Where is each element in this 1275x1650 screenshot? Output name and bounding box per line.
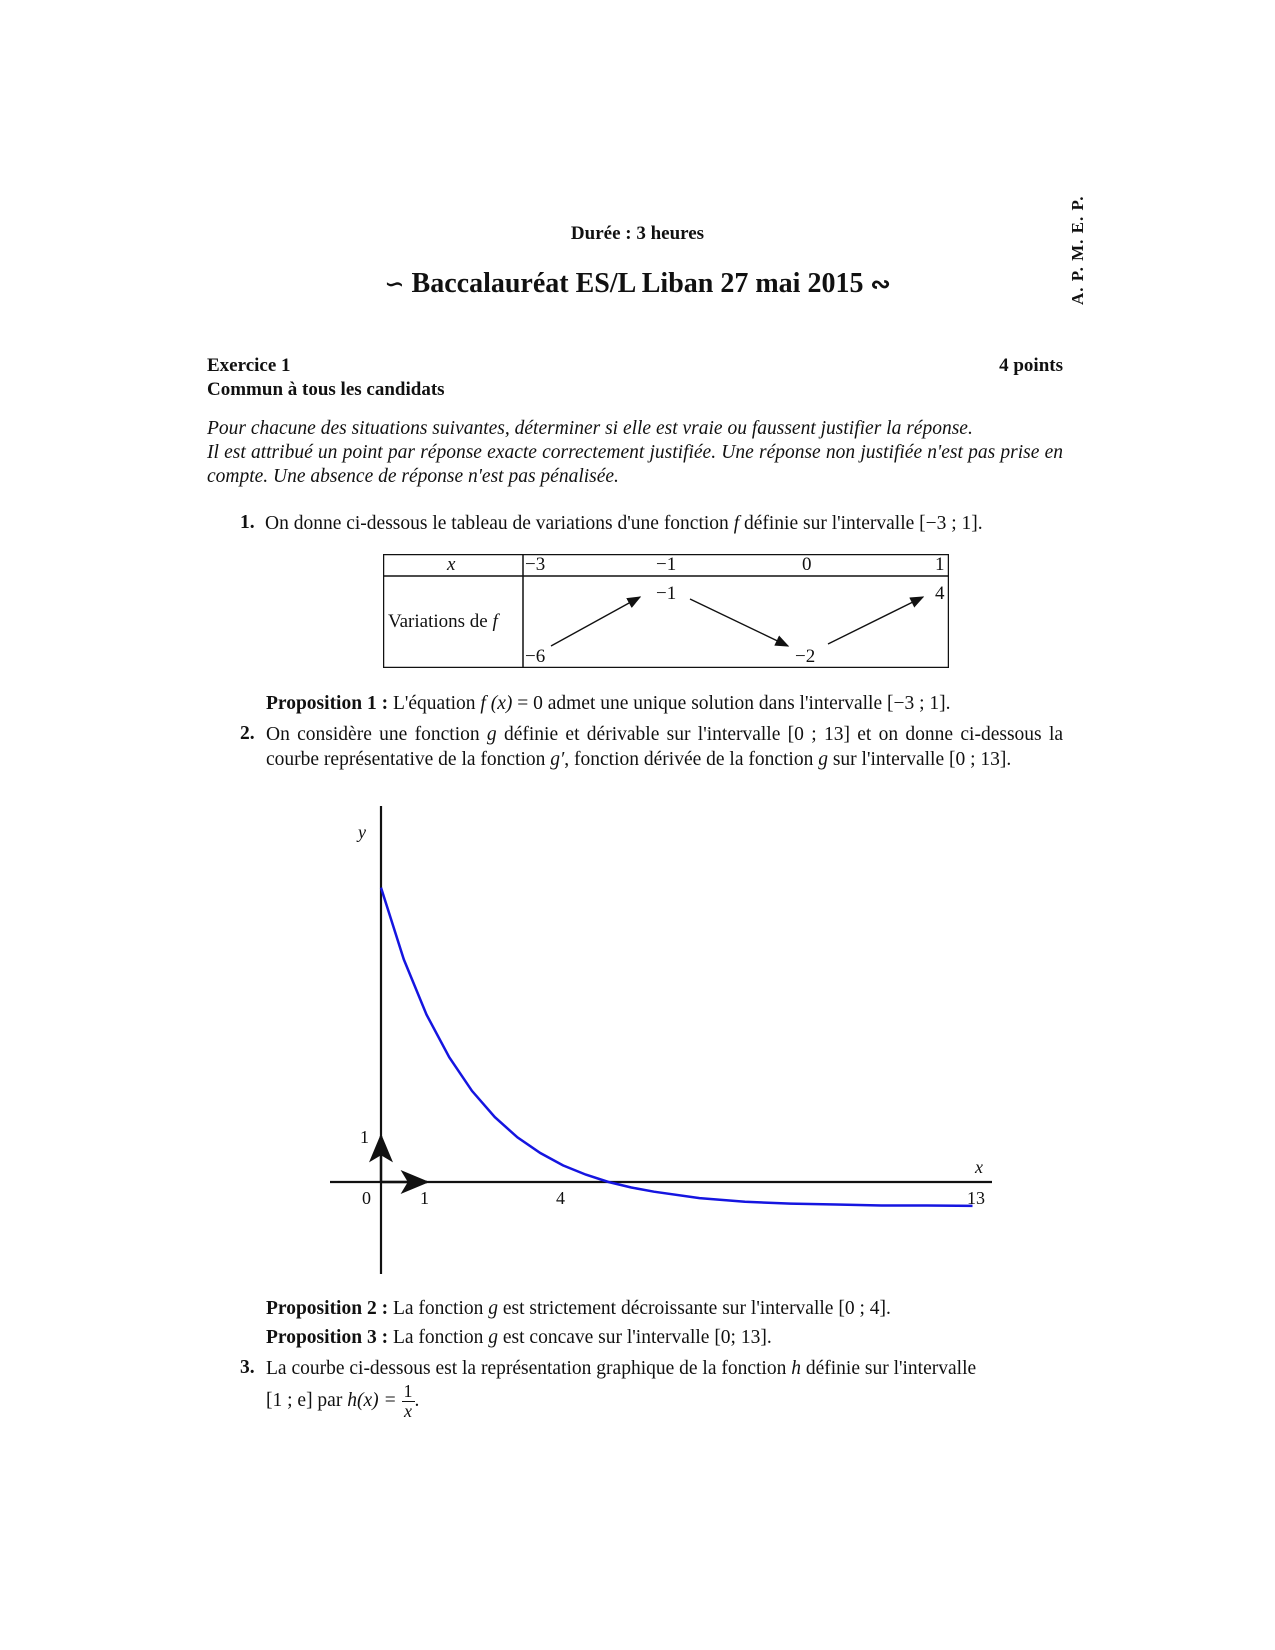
side-mark: A. P. M. E. P. <box>1068 195 1087 305</box>
q3-text <box>266 1356 1063 1381</box>
q1-func: f <box>733 513 740 534</box>
q2-func-g: g <box>486 724 497 745</box>
gprime-chart <box>330 806 1020 1286</box>
table-row-label <box>388 611 498 633</box>
proposition-1 <box>266 691 1066 716</box>
q2-number: 2. <box>240 723 255 744</box>
table-x-value-3: 0 <box>802 554 812 575</box>
arrow-up-1 <box>551 597 640 646</box>
q3-text-c: [1 ; e] par <box>266 1389 343 1411</box>
q2-func-gprime: g′ <box>550 749 565 770</box>
q1-text <box>265 511 1065 536</box>
q2-p2: définie et dérivable sur l'intervalle [0 ; 13] et on donne ci-dessous la courbe représentative de la fonction <box>266 724 1064 770</box>
q2-p4: sur l'intervalle [0 ; 13]. <box>832 749 1012 770</box>
duration: Durée : 3 heures <box>570 223 705 244</box>
prop3-func: g <box>488 1327 499 1348</box>
variation-table <box>383 554 949 668</box>
tick-label-4: 4 <box>556 1188 565 1208</box>
proposition-3 <box>266 1325 1066 1350</box>
prop1-label: Proposition 1 : <box>266 693 389 714</box>
exercise-subtitle: Commun à tous les candidats <box>207 379 445 400</box>
tick-label-y1: 1 <box>360 1127 369 1147</box>
exercise-title: Exercice 1 <box>207 355 291 376</box>
q3-expr: h(x) = <box>347 1389 397 1411</box>
q3-text-b: définie sur l'intervalle <box>805 1358 977 1379</box>
intro-line-2: Il est attribué un point par réponse exacte correctement justifiée. Une réponse non justifiée n'est pas prise en compte. Une absence de réponse n'est pas pénalisée. <box>207 442 1063 487</box>
q3-number: 3. <box>240 1357 255 1378</box>
x-axis-label: x <box>975 1157 983 1177</box>
q1-text-before: On donne ci-dessous le tableau de variations d'une fonction <box>265 513 729 534</box>
row-label-func: f <box>492 611 498 632</box>
table-x-value-1: −3 <box>525 554 546 575</box>
prop3-label: Proposition 3 : <box>266 1327 389 1348</box>
prop1-text: L'équation <box>392 693 476 714</box>
q3-text-a: La courbe ci-dessous est la représentation graphique de la fonction <box>266 1358 787 1379</box>
prop2-label: Proposition 2 : <box>266 1298 389 1319</box>
q3-fraction <box>402 1382 415 1421</box>
table-x-label: x <box>447 554 456 575</box>
exercise-intro <box>207 417 1063 489</box>
q2-func-g-2: g <box>818 749 828 770</box>
y-axis-label: y <box>358 822 366 842</box>
tick-label-0: 0 <box>362 1188 371 1208</box>
prop2-func: g <box>488 1298 499 1319</box>
ornament-left-icon: ∽ <box>384 272 405 298</box>
page-title <box>0 268 1275 300</box>
q2-p1: On considère une fonction <box>266 724 480 745</box>
gprime-curve <box>381 888 973 1206</box>
frac-denominator: x <box>404 1401 413 1421</box>
table-y-value-2: −1 <box>656 583 677 604</box>
q1-text-after: définie sur l'intervalle [−3 ; 1]. <box>743 513 983 534</box>
arrow-up-2 <box>828 597 923 644</box>
intro-line-1: Pour chacune des situations suivantes, déterminer si elle est vraie ou faussent justifier la réponse. <box>207 418 973 439</box>
table-x-value-2: −1 <box>656 554 677 575</box>
ornament-right-icon: ∾ <box>870 272 891 298</box>
title-text: Baccalauréat ES/L Liban 27 mai 2015 <box>411 268 864 299</box>
table-y-value-3: −2 <box>795 646 816 667</box>
prop2-text-a: La fonction <box>392 1298 484 1319</box>
arrow-down <box>690 599 788 646</box>
proposition-2 <box>266 1296 1066 1321</box>
prop1-rest: = 0 admet une unique solution dans l'intervalle [−3 ; 1]. <box>517 693 951 714</box>
tick-label-1: 1 <box>420 1188 429 1208</box>
exercise-points: 4 points <box>999 355 1063 376</box>
q2-p3: , fonction dérivée de la fonction <box>564 749 814 770</box>
q1-number: 1. <box>240 512 255 533</box>
table-y-value-1: −6 <box>525 646 546 667</box>
q3-func-h: h <box>791 1358 801 1379</box>
q3-end: . <box>414 1389 420 1411</box>
table-x-value-4: 1 <box>935 554 945 575</box>
q2-text <box>266 722 1063 772</box>
prop3-text-b: est concave sur l'intervalle [0; 13]. <box>502 1327 772 1348</box>
prop3-text-a: La fonction <box>392 1327 484 1348</box>
frac-numerator: 1 <box>403 1381 413 1401</box>
table-y-value-4: 4 <box>935 583 945 604</box>
tick-label-13: 13 <box>967 1188 985 1208</box>
prop2-text-b: est strictement décroissante sur l'intervalle [0 ; 4]. <box>502 1298 891 1319</box>
q3-formula <box>266 1382 419 1421</box>
prop1-expr: f (x) <box>480 693 513 714</box>
row-label-text: Variations de <box>388 611 488 632</box>
